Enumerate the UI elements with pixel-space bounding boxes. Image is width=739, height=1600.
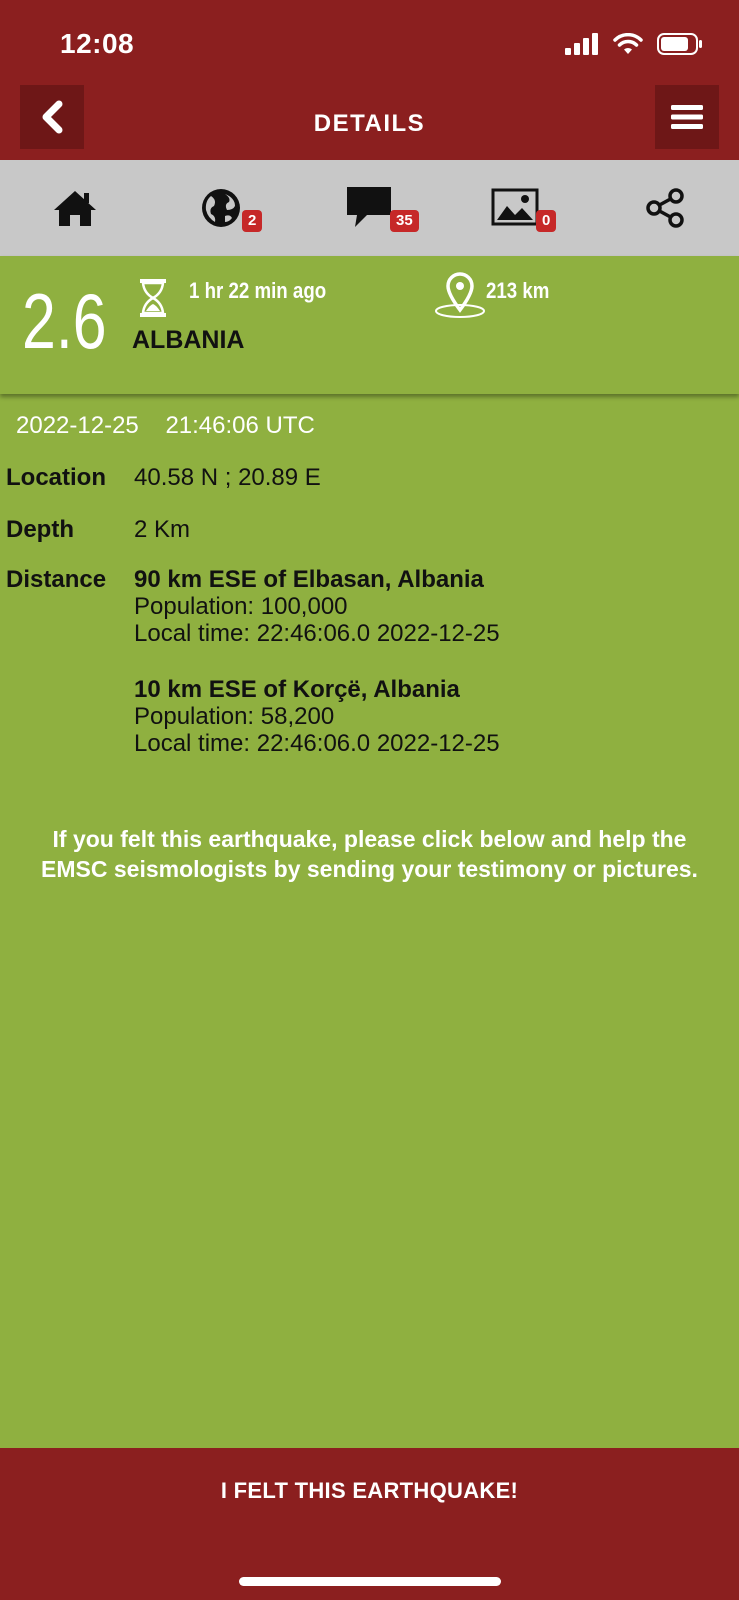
place-population: Population: 58,200	[134, 703, 335, 730]
share-icon	[643, 187, 687, 229]
nearby-place	[134, 676, 500, 757]
felt-instructions	[0, 824, 739, 884]
nearby-place	[134, 566, 500, 647]
place-population: Population: 100,000	[134, 593, 348, 620]
place-name: 10 km ESE of Korçë, Albania	[134, 676, 460, 703]
time-ago: 1 hr 22 min ago	[189, 278, 327, 303]
wifi-icon	[613, 33, 643, 55]
picture-icon	[491, 188, 539, 228]
region-name: ALBANIA	[132, 326, 245, 354]
depth-label: Depth	[6, 516, 74, 543]
status-bar	[0, 0, 739, 80]
event-date: 2022-12-25	[16, 412, 139, 439]
tab-comments[interactable]	[324, 180, 414, 236]
battery-icon	[657, 33, 703, 55]
pictures-badge: 0	[536, 210, 556, 232]
page-title: DETAILS	[313, 110, 426, 137]
tab-globe[interactable]	[176, 180, 266, 236]
felt-instructions-line: If you felt this earthquake, please click below and help the	[52, 826, 687, 852]
nav-bar	[0, 80, 739, 160]
location-value: 40.58 N ; 20.89 E	[134, 464, 321, 491]
hamburger-menu-icon	[671, 104, 703, 130]
event-time: 21:46:06 UTC	[165, 412, 315, 439]
depth-value: 2 Km	[134, 516, 191, 543]
felt-instructions-line: EMSC seismologists by sending your testimony or pictures.	[41, 856, 698, 882]
globe-icon	[199, 186, 243, 230]
globe-badge: 2	[242, 210, 262, 232]
tab-pictures[interactable]	[470, 180, 560, 236]
event-datetime	[16, 412, 315, 440]
comments-badge: 35	[390, 210, 419, 232]
location-label: Location	[6, 464, 106, 491]
magnitude-value: 2.6	[22, 277, 107, 365]
earthquake-summary	[0, 256, 739, 394]
hourglass-icon	[138, 278, 168, 318]
tab-share[interactable]	[620, 180, 710, 236]
cellular-signal-icon	[565, 33, 599, 55]
place-name: 90 km ESE of Elbasan, Albania	[134, 566, 484, 593]
tab-home[interactable]	[30, 180, 120, 236]
home-icon	[52, 188, 98, 228]
location-pin-icon	[434, 272, 486, 318]
menu-button[interactable]	[655, 85, 719, 149]
home-indicator[interactable]	[239, 1577, 501, 1586]
comment-icon	[345, 185, 393, 231]
place-local-time: Local time: 22:46:06.0 2022-12-25	[134, 620, 500, 647]
place-local-time: Local time: 22:46:06.0 2022-12-25	[134, 730, 500, 757]
distance-value: 213 km	[486, 278, 550, 303]
status-icons	[565, 33, 703, 55]
status-time: 12:08	[60, 28, 135, 59]
distance-label: Distance	[6, 566, 107, 593]
felt-earthquake-label: I FELT THIS EARTHQUAKE!	[220, 1478, 519, 1503]
tab-bar	[0, 160, 739, 256]
